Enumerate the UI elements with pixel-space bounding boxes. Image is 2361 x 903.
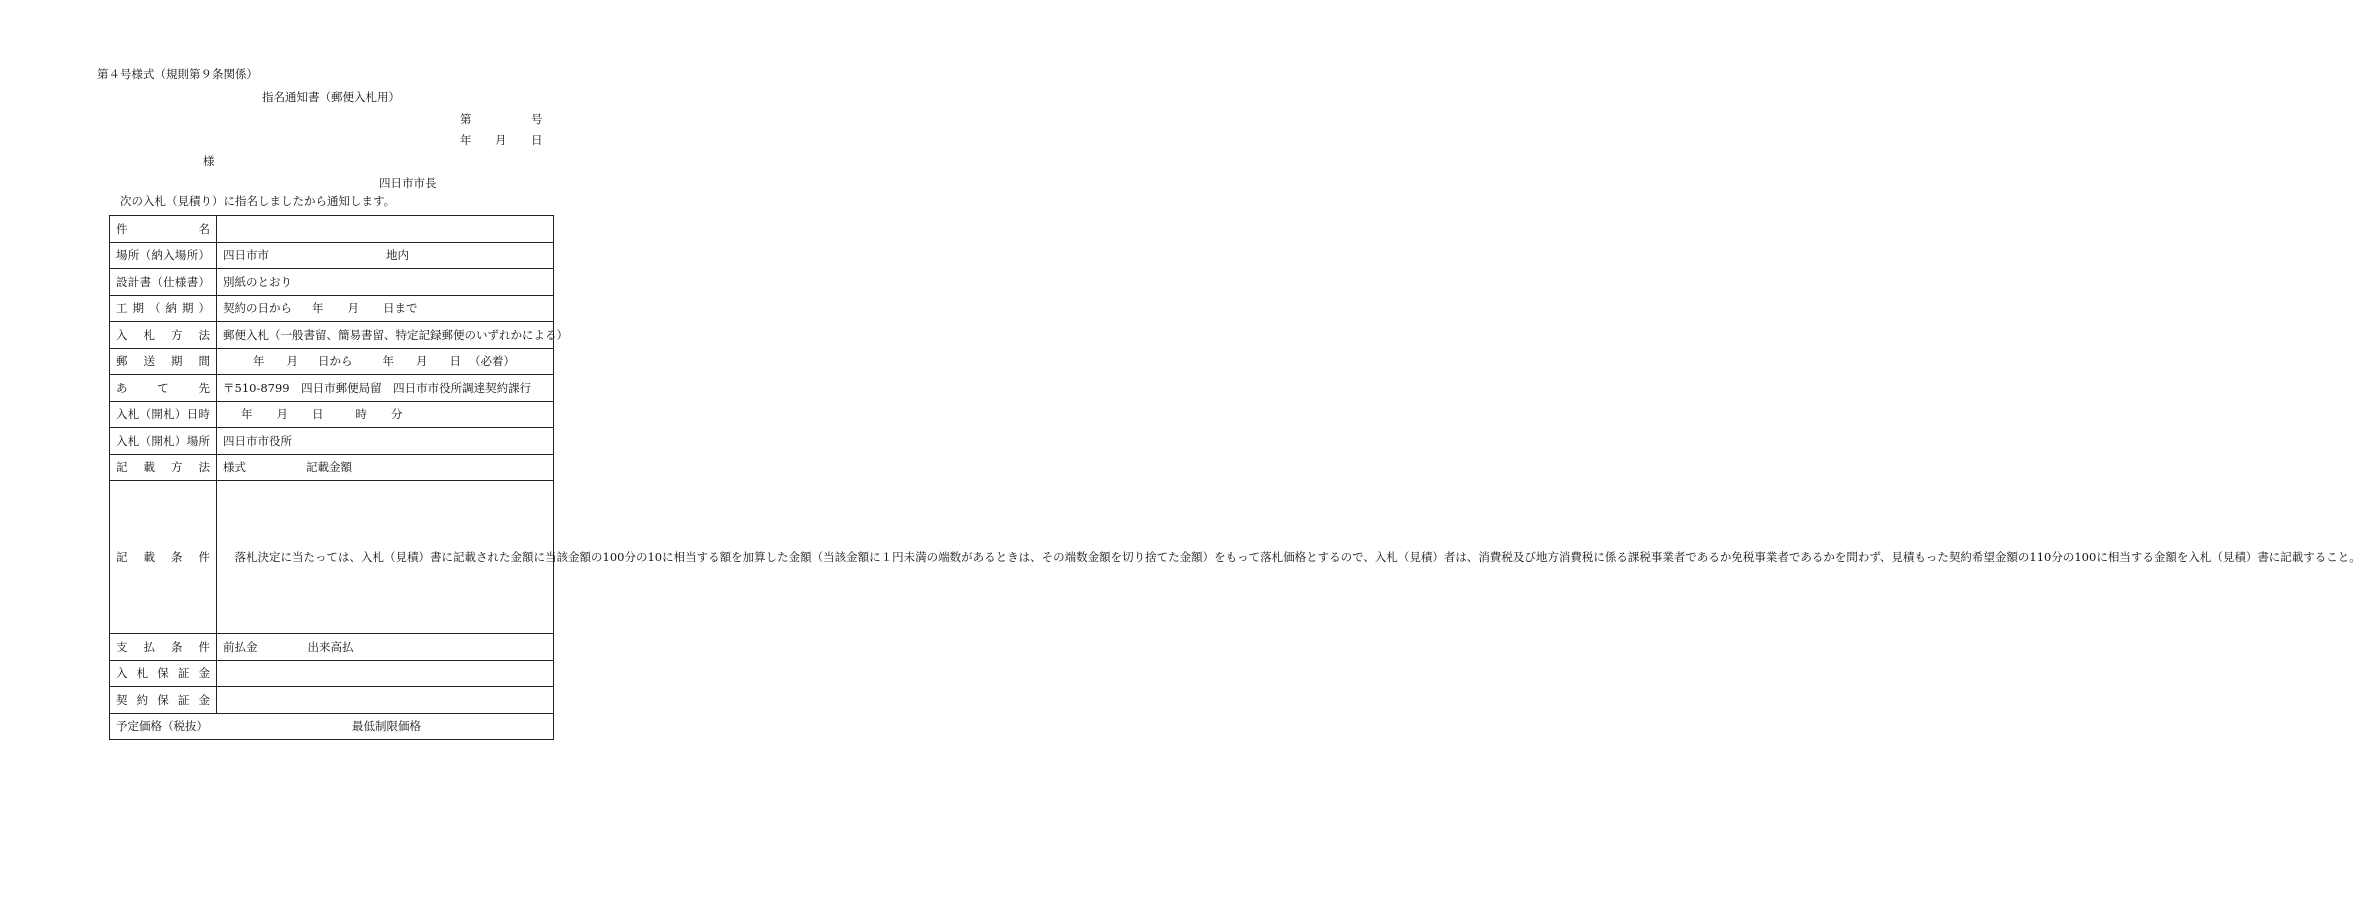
row-value: [217, 295, 554, 322]
date-year-label: 年: [460, 133, 472, 147]
table-row: [110, 242, 554, 269]
mail-year-2: 年: [382, 354, 394, 369]
row-label: 件名: [110, 216, 217, 243]
row-value: 四日市市役所: [217, 428, 554, 455]
table-row: [110, 295, 554, 322]
table-row: [110, 401, 554, 428]
row-label: 郵送期間: [110, 348, 217, 375]
mail-month-1: 月: [286, 354, 298, 369]
period-year: 年: [312, 301, 324, 316]
row-value: 郵便入札（一般書留、簡易書留、特定記録郵便のいずれかによる）: [217, 322, 554, 349]
bid-minute: 分: [391, 407, 403, 422]
table-row: [110, 634, 554, 661]
mail-day-2: 日: [449, 354, 461, 369]
bid-hour: 時: [355, 407, 367, 422]
table-row: [110, 454, 554, 481]
row-label: 記載方法: [110, 454, 217, 481]
row-label: あて先: [110, 375, 217, 402]
bid-year: 年: [241, 407, 253, 422]
row-label: 入札保証金: [110, 660, 217, 687]
number-prefix: 第: [460, 112, 472, 126]
table-row: [110, 322, 554, 349]
table-row: [110, 660, 554, 687]
table-row: [110, 687, 554, 714]
row-value: [217, 660, 554, 687]
advance-payment: 前払金: [223, 639, 258, 654]
table-row: [110, 713, 554, 740]
progress-payment: 出来高払: [307, 639, 354, 654]
bid-day: 日: [312, 407, 324, 422]
table-row: [110, 269, 554, 296]
document-title: 指名通知書（郵便入札用）: [262, 90, 400, 104]
table-row: [110, 216, 554, 243]
period-month: 月: [347, 301, 359, 316]
row-value: [217, 216, 554, 243]
row-label: 入札（開札）日時: [110, 401, 217, 428]
issuer-name: 四日市市長: [379, 176, 437, 190]
row-label: 場所（納入場所）: [110, 242, 217, 269]
notice-table: [109, 215, 2361, 740]
date-day-label: 日: [531, 133, 543, 147]
row-value: 〒510-8799 四日市郵便局留 四日市市役所調達契約課行: [217, 375, 554, 402]
mail-month-2: 月: [416, 354, 428, 369]
planned-price-label: 予定価格（税抜）: [116, 719, 208, 734]
mail-year-1: 年: [253, 354, 265, 369]
row-label: 記載条件: [110, 481, 217, 634]
row-value: [217, 242, 554, 269]
table-row: [110, 348, 554, 375]
amount-label: 記載金額: [306, 460, 352, 475]
form-number: 第４号様式（規則第９条関係）: [97, 67, 258, 81]
intro-text: 次の入札（見積り）に指名しましたから通知します。: [120, 194, 396, 208]
mail-must-arrive: （必着）: [469, 354, 515, 369]
price-row: [110, 713, 554, 740]
row-value: [217, 634, 554, 661]
row-value: [217, 348, 554, 375]
row-label: 契約保証金: [110, 687, 217, 714]
period-start: 契約の日から: [223, 301, 292, 316]
date-month-label: 月: [495, 133, 507, 147]
location-suffix: 地内: [386, 248, 409, 263]
row-label: 支払条件: [110, 634, 217, 661]
number-suffix: 号: [531, 112, 543, 126]
location-city: 四日市市: [223, 248, 269, 263]
row-value: [217, 401, 554, 428]
row-label: 設計書（仕様書）: [110, 269, 217, 296]
period-day: 日まで: [383, 301, 418, 316]
table-row: [110, 428, 554, 455]
bid-month: 月: [276, 407, 288, 422]
row-value: [217, 687, 554, 714]
table-row: [110, 481, 554, 634]
addressee-honorific: 様: [203, 154, 215, 168]
mail-day-1: 日から: [318, 354, 353, 369]
row-value: 落札決定に当たっては、入札（見積）書に記載された金額に当該金額の100分の10に相当する額を加算した金額（当該金額に１円未満の端数があるときは、その端数金額を切り捨てた金額）をもって落札価格とするので、入札（見積）者は、消費税及び地方消費税に係る課税事業者であるか免税事業者であるかを問わず、見積もった契約希望金額の110分の100に相当する金額を入札（見積）書に記載すること。: [217, 481, 554, 634]
row-label: 入札（開札）場所: [110, 428, 217, 455]
row-value: 別紙のとおり: [217, 269, 554, 296]
row-value: [217, 454, 554, 481]
format-label: 様式: [223, 460, 246, 475]
row-label: 入札方法: [110, 322, 217, 349]
row-label: 工期（納期）: [110, 295, 217, 322]
table-row: [110, 375, 554, 402]
minimum-price-label: 最低制限価格: [352, 719, 421, 734]
